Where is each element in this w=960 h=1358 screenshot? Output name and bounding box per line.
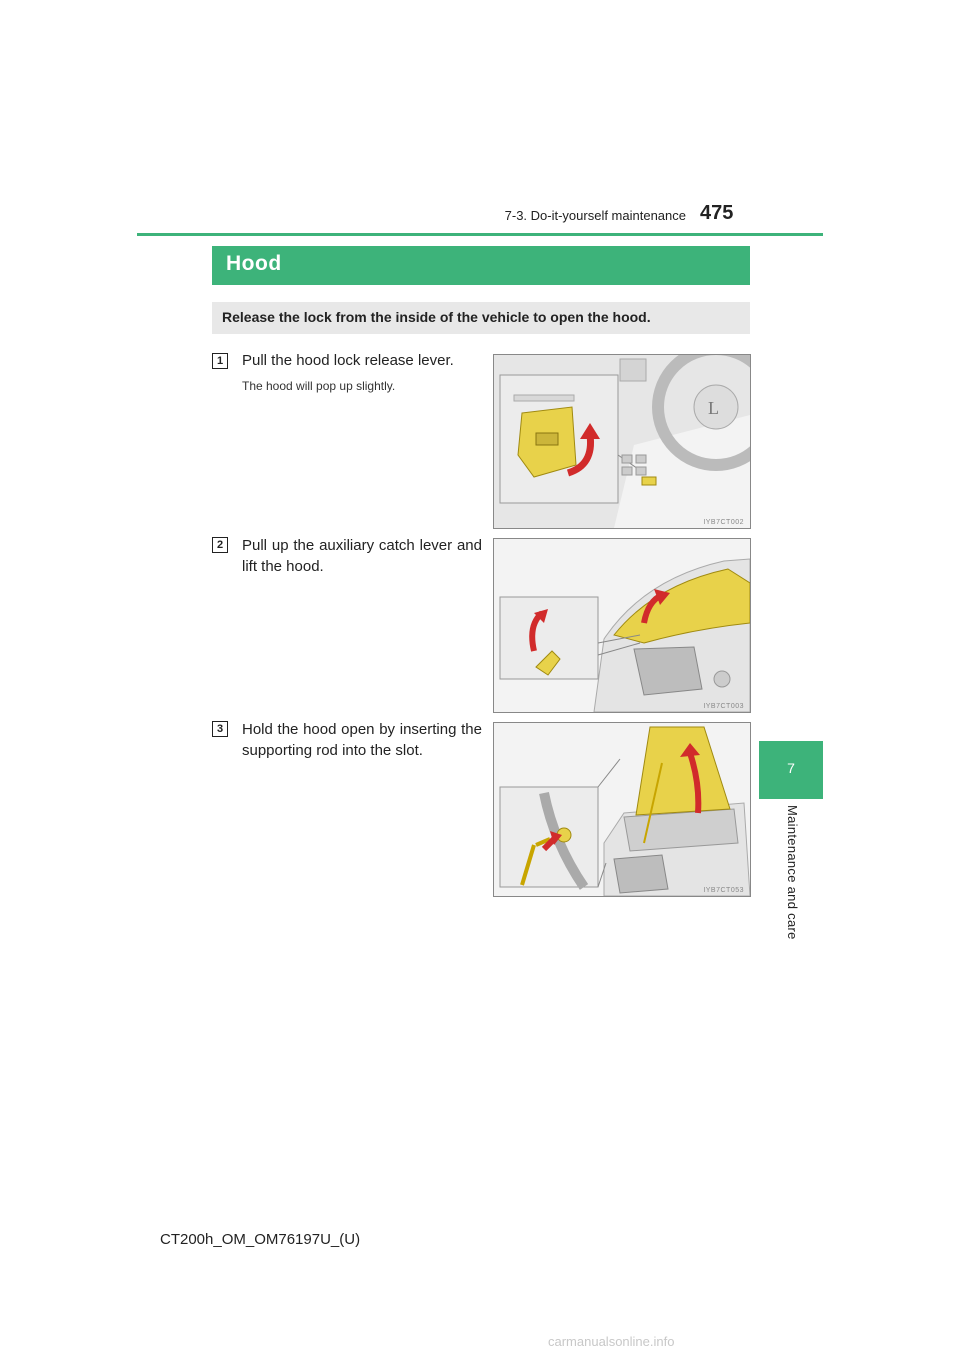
figure-code-3: IYB7CT053 bbox=[703, 887, 744, 894]
figure-code-1: IYB7CT002 bbox=[703, 519, 744, 526]
header-rule bbox=[137, 233, 823, 236]
section-title: Hood bbox=[226, 252, 282, 275]
section-title-bar bbox=[212, 246, 750, 285]
watermark: carmanualsonline.info bbox=[548, 1334, 675, 1349]
svg-text:L: L bbox=[708, 398, 719, 418]
chapter-label: Maintenance and care bbox=[785, 805, 800, 940]
chapter-tab bbox=[759, 741, 823, 799]
footer-document-code: CT200h_OM_OM76197U_(U) bbox=[160, 1231, 361, 1248]
illustration-supporting-rod bbox=[493, 722, 751, 897]
step-1-text: Pull the hood lock release lever. bbox=[242, 352, 454, 369]
header-section-title: 7-3. Do-it-yourself maintenance bbox=[504, 208, 686, 223]
intro-box bbox=[212, 302, 750, 334]
step-1-subtext: The hood will pop up slightly. bbox=[242, 379, 396, 393]
figure-code-2: IYB7CT003 bbox=[703, 703, 744, 710]
step-number-2: 2 bbox=[212, 537, 228, 553]
illustration-auxiliary-catch-lever bbox=[493, 538, 751, 713]
illustration-hood-release-lever bbox=[493, 354, 751, 529]
step-number-3: 3 bbox=[212, 721, 228, 737]
intro-text: Release the lock from the inside of the vehicle to open the hood. bbox=[222, 309, 651, 325]
step-2-text: Pull up the auxiliary catch lever and lift the hood. bbox=[242, 537, 482, 575]
chapter-number: 7 bbox=[787, 760, 795, 776]
page-number: 475 bbox=[700, 202, 734, 224]
step-number-1: 1 bbox=[212, 353, 228, 369]
step-3-text: Hold the hood open by inserting the supporting rod into the slot. bbox=[242, 721, 482, 759]
